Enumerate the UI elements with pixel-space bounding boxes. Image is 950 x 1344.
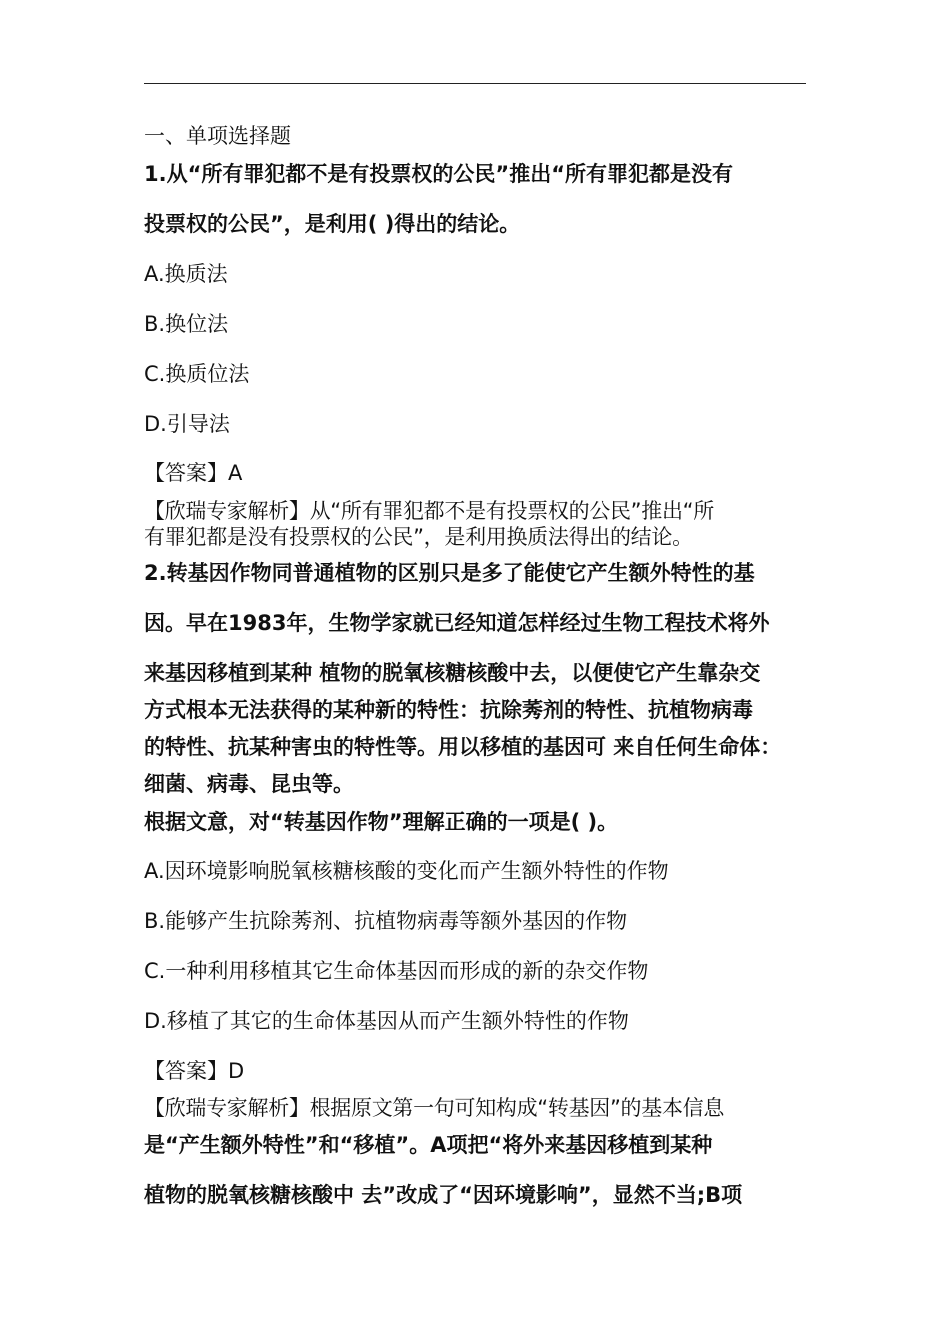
q1-analysis-line-2: 有罪犯都是没有投票权的公民”，是利用换质法得出的结论。 [144,525,693,549]
q1-option-a: A.换质法 [144,262,228,286]
q2-answer: 【答案】D [144,1059,245,1083]
q2-analysis-line-3: 植物的脱氧核糖核酸中 去”改成了“因环境影响”，显然不当;B项 [144,1183,743,1207]
q2-stem-line-7: 根据文意，对“转基因作物”理解正确的一项是( )。 [144,810,619,834]
q1-option-c: C.换质位法 [144,362,250,386]
q1-stem-line-2: 投票权的公民”，是利用( )得出的结论。 [144,212,521,236]
q2-stem-line-2: 因。早在1983年，生物学家就已经知道怎样经过生物工程技术将外 [144,611,770,635]
q2-analysis-line-2: 是“产生额外特性”和“移植”。A项把“将外来基因移植到某种 [144,1133,713,1157]
q2-stem-line-5: 的特性、抗某种害虫的特性等。用以移植的基因可 来自任何生命体： [144,735,782,759]
q2-stem-line-6: 细菌、病毒、昆虫等。 [144,772,354,796]
q2-option-a: A.因环境影响脱氧核糖核酸的变化而产生额外特性的作物 [144,859,669,883]
q1-option-d: D.引导法 [144,412,230,436]
section-heading: 一、单项选择题 [144,124,291,148]
q1-analysis-line-1: 【欣瑞专家解析】从“所有罪犯都不是有投票权的公民”推出“所 [144,499,714,523]
q2-stem-line-3: 来基因移植到某种 植物的脱氧核糖核酸中去，以便使它产生靠杂交 [144,661,761,685]
q2-analysis-line-1: 【欣瑞专家解析】根据原文第一句可知构成“转基因”的基本信息 [144,1096,725,1120]
q2-option-d: D.移植了其它的生命体基因从而产生额外特性的作物 [144,1009,629,1033]
header-rule [144,83,806,84]
q2-option-b: B.能够产生抗除莠剂、抗植物病毒等额外基因的作物 [144,909,628,933]
q1-stem-line-1: 1.从“所有罪犯都不是有投票权的公民”推出“所有罪犯都是没有 [144,162,733,186]
q1-answer: 【答案】A [144,461,243,485]
q1-option-b: B.换位法 [144,312,229,336]
q2-option-c: C.一种利用移植其它生命体基因而形成的新的杂交作物 [144,959,649,983]
q2-stem-line-1: 2.转基因作物同普通植物的区别只是多了能使它产生额外特性的基 [144,561,755,585]
q2-stem-line-4: 方式根本无法获得的某种新的特性：抗除莠剂的特性、抗植物病毒 [144,698,753,722]
